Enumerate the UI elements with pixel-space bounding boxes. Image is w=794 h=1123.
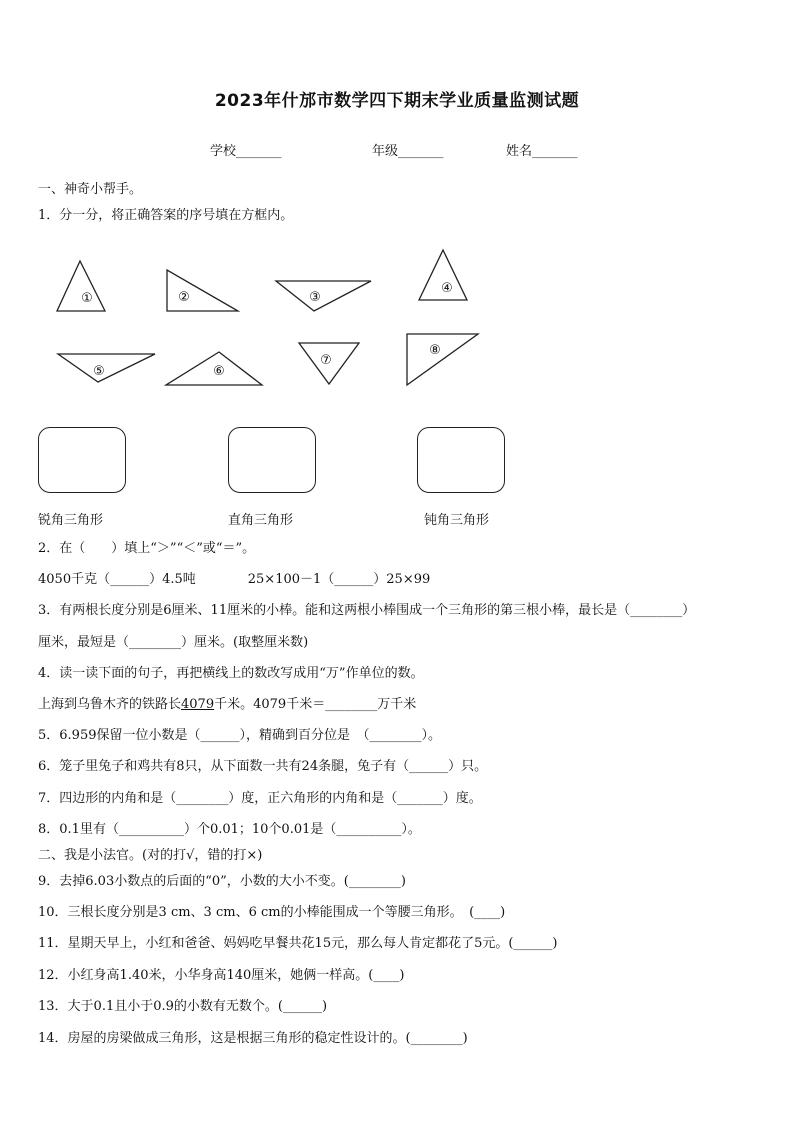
- name-field[interactable]: 姓名_______: [506, 144, 578, 159]
- triangle-label-4: ④: [441, 281, 453, 296]
- question-11: 11．星期天早上，小红和爸爸、妈妈吃早餐共花15元，那么每人肯定都花了5元。(______): [38, 936, 558, 951]
- question-3-line-1: 3．有两根长度分别是6厘米、11厘米的小棒。能和这两根小棒围成一个三角形的第三根小棒，最长是（________）: [38, 603, 696, 618]
- section-1-title: 一、神奇小帮手。: [38, 182, 143, 197]
- triangle-5: [58, 354, 155, 382]
- question-2-items: 4050千克（______）4.5吨 25×100－1（______）25×99: [38, 572, 431, 587]
- section-2-title: 二、我是小法官。(对的打√，错的打×): [38, 848, 263, 863]
- triangle-figures: [0, 240, 794, 400]
- underlined-number: 4079: [181, 697, 215, 712]
- question-4: 4．读一读下面的句子，再把横线上的数改写成用“万”作单位的数。: [38, 666, 424, 681]
- school-field[interactable]: 学校_______: [210, 144, 282, 159]
- question-12: 12．小红身高1.40米，小华身高140厘米，她俩一样高。(____): [38, 968, 405, 983]
- triangle-label-2: ②: [178, 290, 190, 305]
- triangle-label-3: ③: [309, 290, 321, 305]
- triangle-label-8: ⑧: [429, 343, 441, 358]
- question-10: 10．三根长度分别是3 cm、3 cm、6 cm的小棒能围成一个等腰三角形。 (____): [38, 905, 506, 920]
- triangle-3: [276, 281, 371, 311]
- question-13: 13．大于0.1且小于0.9的小数有无数个。(______): [38, 999, 328, 1014]
- triangle-label-6: ⑥: [213, 364, 225, 379]
- sentence-suffix: 千米。4079千米＝________万千米: [214, 697, 417, 712]
- label-obtuse-triangle: 钝角三角形: [424, 513, 490, 528]
- question-14: 14．房屋的房梁做成三角形，这是根据三角形的稳定性设计的。(________): [38, 1031, 468, 1046]
- answer-box-acute[interactable]: [38, 427, 126, 493]
- question-7: 7．四边形的内角和是（________）度，正六角形的内角和是（_______）度。: [38, 791, 482, 806]
- sentence-prefix: 上海到乌鲁木齐的铁路长: [38, 697, 182, 712]
- question-2: 2．在（ ）填上“＞”“＜”或“＝”。: [38, 541, 256, 556]
- question-1: 1．分一分，将正确答案的序号填在方框内。: [38, 208, 294, 223]
- triangle-8: [407, 334, 478, 385]
- question-8: 8．0.1里有（__________）个0.01；10个0.01是（__________）。: [38, 822, 421, 837]
- answer-box-right[interactable]: [228, 427, 316, 493]
- label-acute-triangle: 锐角三角形: [38, 513, 104, 528]
- triangle-label-1: ①: [81, 291, 93, 306]
- page-title: 2023年什邡市数学四下期末学业质量监测试题: [214, 91, 580, 111]
- question-6: 6．笼子里兔子和鸡共有8只，从下面数一共有24条腿，兔子有（______）只。: [38, 759, 488, 774]
- triangle-label-5: ⑤: [93, 364, 105, 379]
- triangle-label-7: ⑦: [320, 353, 332, 368]
- question-4-sentence: [38, 696, 416, 714]
- question-3-line-2: 厘米，最短是（________）厘米。(取整厘米数): [38, 635, 309, 650]
- answer-box-obtuse[interactable]: [417, 427, 505, 493]
- label-right-triangle: 直角三角形: [228, 513, 294, 528]
- grade-field[interactable]: 年级_______: [372, 144, 444, 159]
- question-9: 9．去掉6.03小数点的后面的“0”，小数的大小不变。(________): [38, 874, 406, 889]
- question-5: 5．6.959保留一位小数是（______），精确到百分位是 （________）。: [38, 728, 441, 743]
